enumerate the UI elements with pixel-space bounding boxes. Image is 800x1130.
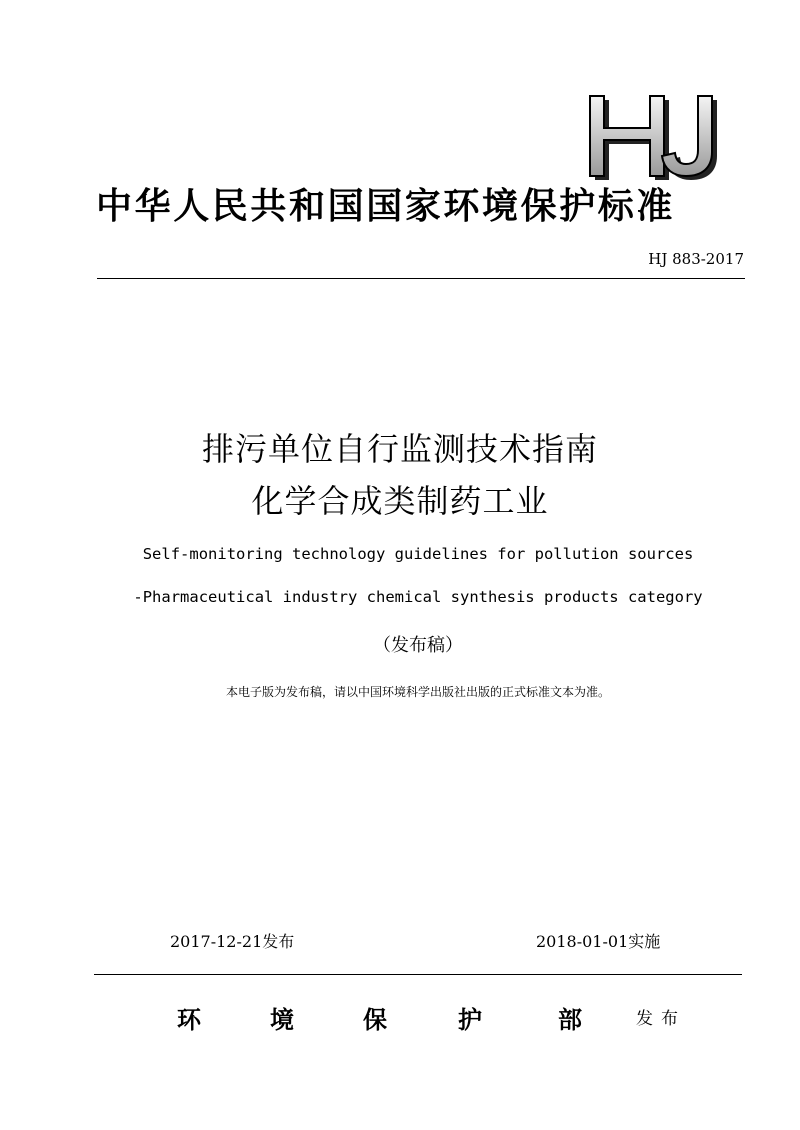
issue-date: 2017-12-21发布 [170, 932, 295, 951]
document-title-zh-line1: 排污单位自行监测技术指南 [201, 430, 598, 468]
footer-divider [94, 974, 742, 975]
publish-label: 发布 [636, 1009, 686, 1029]
issuer-name-char: 护 [458, 1006, 482, 1034]
country-standard-title: 中华人民共和国国家环境保护标准 [96, 186, 676, 227]
draft-label: （发布稿） [373, 635, 463, 656]
document-title-zh-line2: 化学合成类制药工业 [251, 482, 549, 520]
issuer-name-char: 环 [177, 1006, 201, 1034]
effective-date: 2018-01-01实施 [536, 932, 661, 951]
hj-logo [578, 92, 738, 180]
issuer-name-char: 保 [363, 1006, 387, 1034]
issuer-name-char: 部 [558, 1006, 582, 1034]
electronic-version-note: 本电子版为发布稿，请以中国环境科学出版社出版的正式标准文本为准。 [225, 685, 610, 699]
document-title-en-line1: Self-monitoring technology guidelines for pollution sources [142, 545, 694, 563]
header-divider [97, 278, 745, 279]
standard-number: HJ 883-2017 [648, 250, 744, 268]
issuer-name-char: 境 [270, 1006, 294, 1034]
document-title-en-line2: -Pharmaceutical industry chemical synthesis products category [133, 588, 703, 606]
